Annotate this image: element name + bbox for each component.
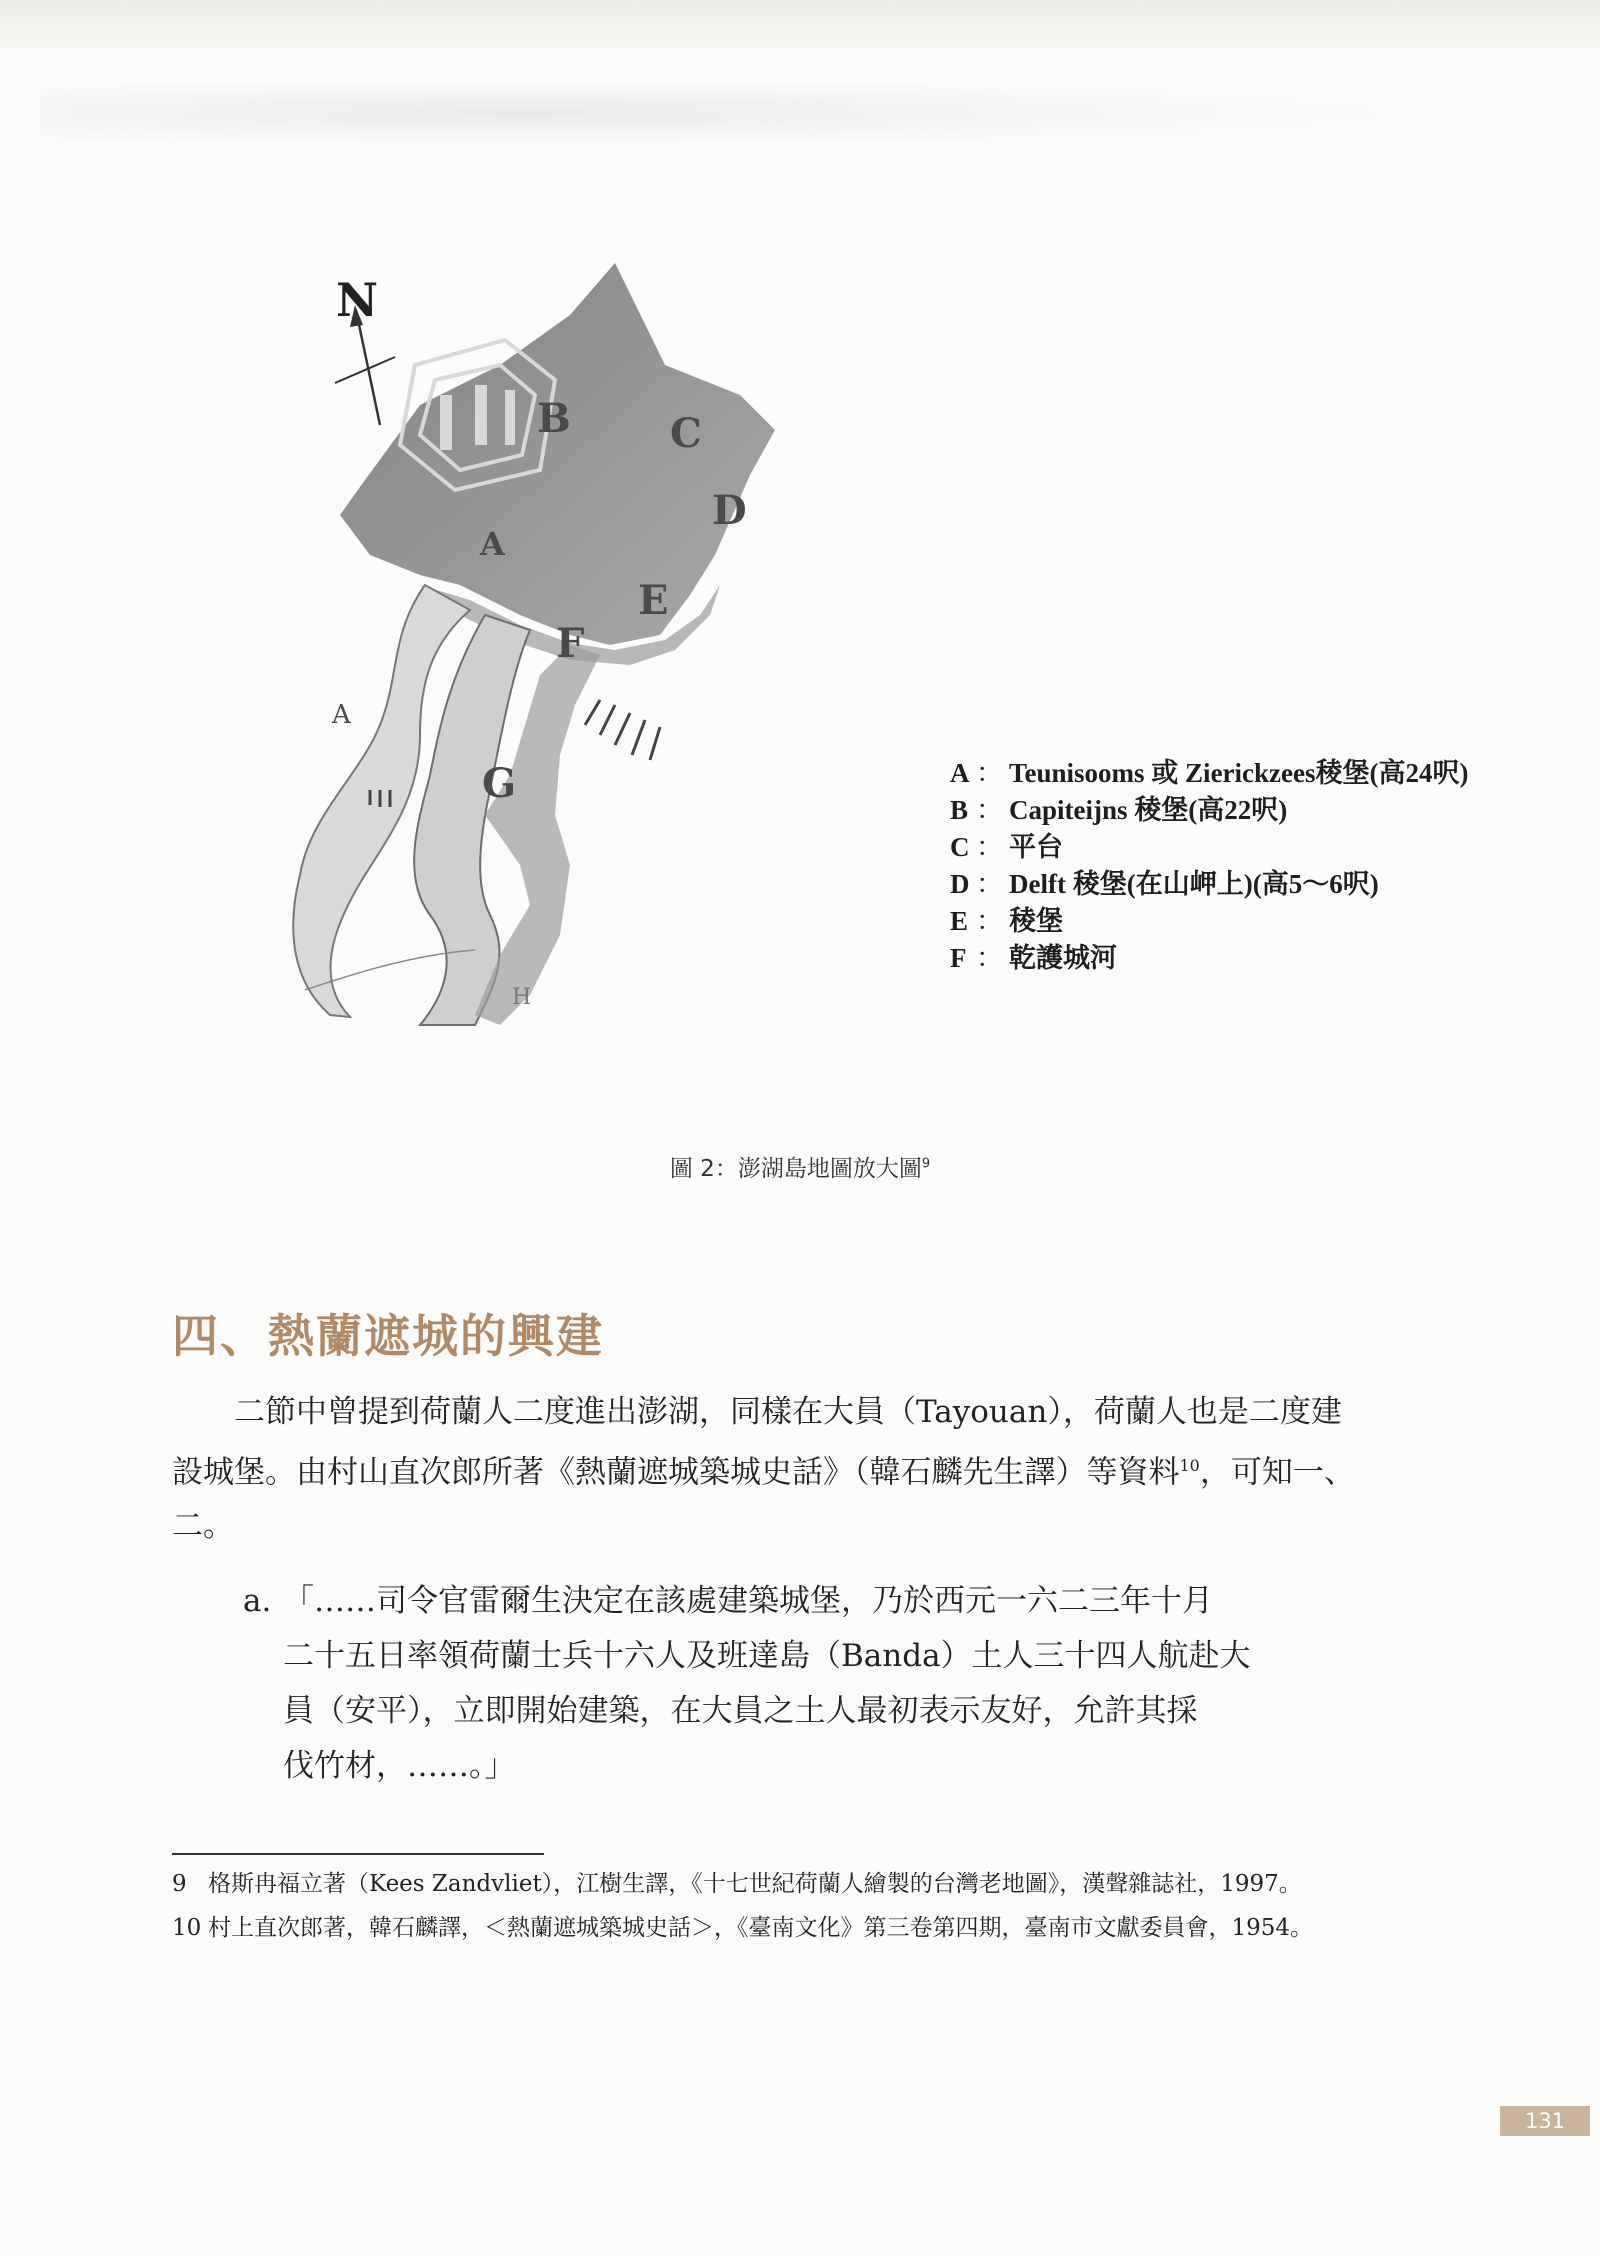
footnote: 10 村上直次郎著，韓石麟譯，＜熱蘭遮城築城史話＞，《臺南文化》第三卷第四期，臺南市文獻委員會，1954。 — [172, 1915, 1314, 1941]
legend-row: F ： 乾護城河 — [950, 943, 1117, 973]
map-legend — [950, 755, 1510, 977]
page-number: 131 — [1500, 2106, 1590, 2136]
legend-row: A ： Teunisooms 或 Zierickzees稜堡(高24呎) — [950, 758, 1469, 788]
quote-block — [243, 1574, 1363, 1794]
footnote-ref: 10 — [1179, 1456, 1200, 1475]
quote-line: 員（安平），立即開始建築，在大員之土人最初表示友好，允許其採 — [283, 1693, 1198, 1729]
penghu-map-figure — [270, 255, 1469, 1105]
legend-row: C ： 平台 — [950, 832, 1063, 862]
map-drawing — [270, 255, 1320, 1105]
legend-row: B ： Capiteijns 稜堡(高22呎) — [950, 795, 1288, 825]
scan-smudge — [40, 78, 1420, 148]
map-letter-e: E — [638, 577, 669, 624]
map-letter-d: D — [712, 487, 747, 534]
section-title: 四、熱蘭遮城的興建 — [172, 1309, 604, 1363]
legend-row: E ： 稜堡 — [950, 906, 1063, 936]
footnote-rule — [172, 1853, 544, 1855]
map-letter-a: A — [332, 700, 351, 730]
map-letter-a-fort: A — [480, 525, 505, 563]
map-letter-f: F — [556, 620, 585, 667]
legend-row: D ： Delft 稜堡(在山岬上)(高5～6呎) — [950, 869, 1379, 899]
quote-line: 伐竹材，……。」 — [283, 1748, 516, 1784]
peninsula-shape — [340, 263, 775, 645]
body-paragraph: 二節中曾提到荷蘭人二度進出澎湖，同樣在大員（Tayouan），荷蘭人也是二度建設城堡。由村山直次郎所著《熱蘭遮城築城史話》（韓石麟先生譯）等資料$^{10}$，可知一、二。 — [172, 1394, 1355, 1545]
quote-label: a. — [243, 1583, 272, 1619]
footnote: 9 格斯冉福立著（Kees Zandvliet），江樹生譯，《十七世紀荷蘭人繪製的台灣老地圖》，漢聲雜誌社，1997。 — [172, 1871, 1302, 1897]
quote-line: 二十五日率領荷蘭士兵十六人及班達島（Banda）土人三十四人航赴大 — [283, 1638, 1251, 1674]
compass-north-label: N — [336, 273, 379, 327]
map-letter-g: G — [482, 760, 517, 807]
quote-line: 「……司令官雷爾生決定在該處建築城堡，乃於西元一六二三年十月 — [283, 1583, 1213, 1619]
page-top-edge — [0, 0, 1600, 48]
footnotes — [172, 1866, 1362, 1954]
map-letter-b: B — [537, 395, 571, 442]
map-letter-h: H — [512, 985, 532, 1010]
figure-caption: 圖 2：澎湖島地圖放大圖$^9$ — [669, 1156, 931, 1182]
map-letter-c: C — [670, 410, 702, 457]
